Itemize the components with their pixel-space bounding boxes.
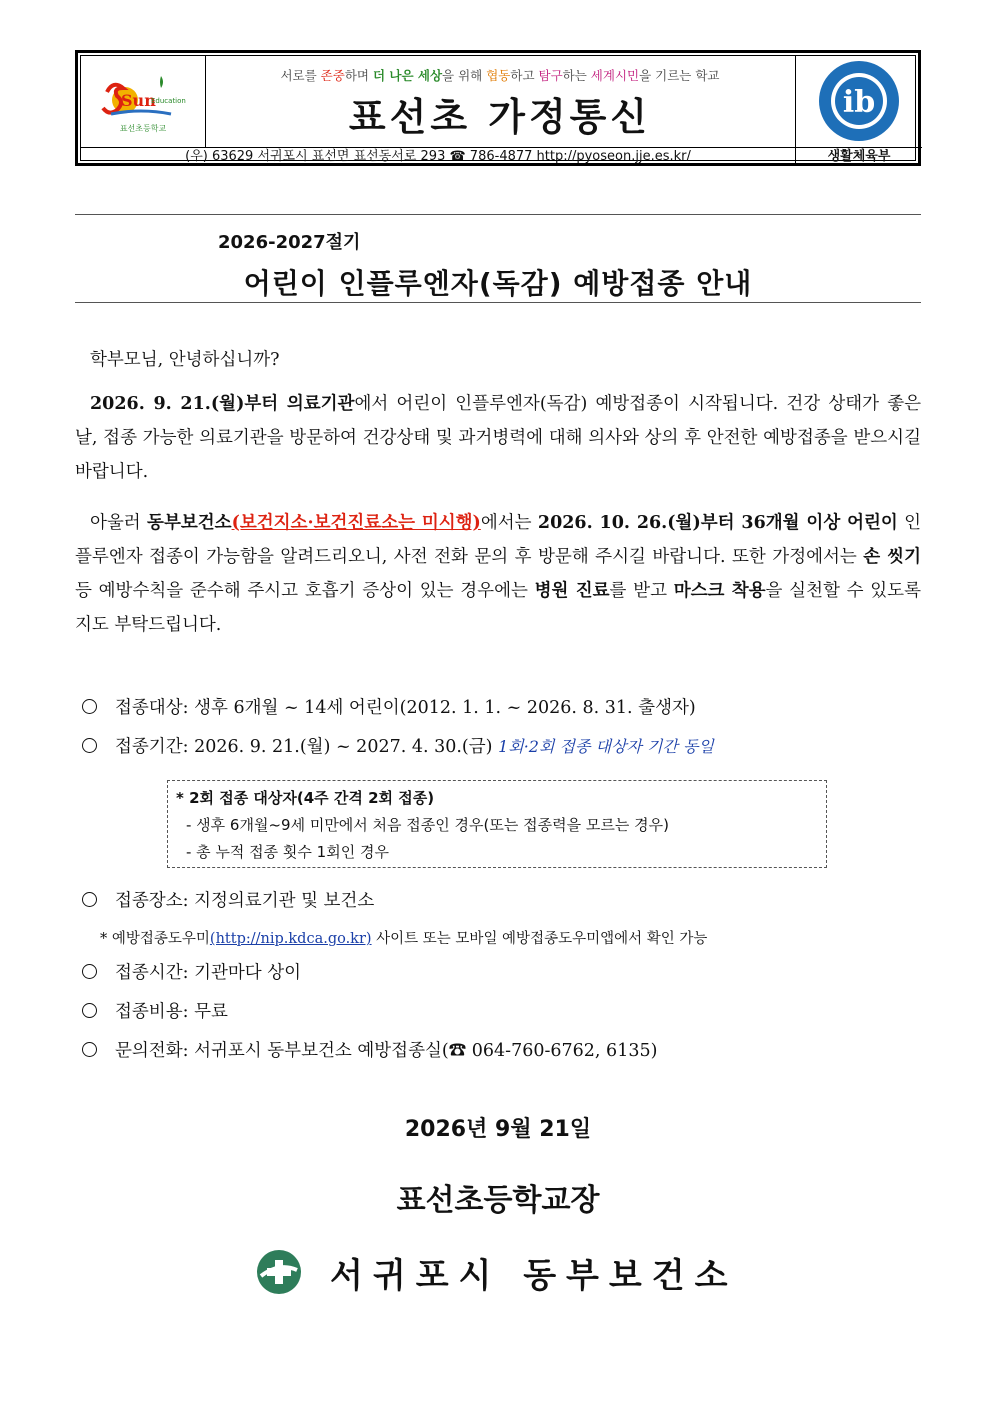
item-cost: 접종비용: 무료 — [82, 999, 228, 1025]
paragraph-1: 2026. 9. 21.(월)부터 의료기관에서 어린이 인플루엔자(독감) 예방접종이 시작됩니다. 건강 상태가 좋은 날, 접종 가능한 의료기관을 방문하여 건강상태 및 과거병력에 대해 의사와 상의 후 안전한 예방접종을 받으시길 바랍니다. — [75, 394, 922, 482]
box-line-2: - 총 누적 접종 횟수 1회인 경우 — [186, 843, 389, 861]
circle-bullet-icon — [82, 892, 97, 907]
principal-signature: 표선초등학교장 — [396, 1183, 600, 1218]
item-period: 접종기간: 2026. 9. 21.(월) ~ 2027. 4. 30.(금) 1회·2회 접종 대상자 기간 동일 — [82, 734, 714, 760]
circle-bullet-icon — [82, 964, 97, 979]
newsletter-title: 표선초 가정통신 — [348, 95, 652, 139]
paragraph-2: 아울러 동부보건소(보건지소·보건진료소는 미시행)에서는 2026. 10. 26.(월)부터 36개월 이상 어린이 인플루엔자 접종이 가능함을 알려드리오니, 사전 전화 문의 후 방문해 주시길 바랍니다. 또한 가정에서는 손 씻기 등 예방수칙을 준수해 주시고 호흡기 증상이 있는 경우에는 병원 진료를 받고 마스크 착용을 실천할 수 있도록 지도 부탁드립니다. — [75, 513, 922, 635]
circle-bullet-icon — [82, 1003, 97, 1018]
divider-top — [75, 214, 921, 215]
svg-text:표선초등학교: 표선초등학교 — [119, 124, 167, 133]
school-logo — [81, 56, 206, 147]
second-dose-box — [167, 780, 827, 868]
issue-date: 2026년 9월 21일 — [404, 1117, 592, 1142]
logo-sun-text: Sun — [121, 91, 156, 110]
circle-bullet-icon — [82, 738, 97, 753]
circle-bullet-icon — [82, 1042, 97, 1057]
divider-bottom — [75, 302, 921, 303]
item-place: 접종장소: 지정의료기관 및 보건소 — [82, 888, 374, 914]
health-center-name: 서귀포시 동부보건소 — [330, 1256, 738, 1296]
item-phone: 문의전화: 서귀포시 동부보건소 예방접종실(☎ 064-760-6762, 6135) — [82, 1038, 657, 1064]
item-time: 접종시간: 기관마다 상이 — [82, 960, 301, 986]
box-title: * 2회 접종 대상자(4주 간격 2회 접종) — [176, 789, 435, 807]
notice-title: 어린이 인플루엔자(독감) 예방접종 안내 — [243, 267, 753, 300]
site-note: * 예방접종도우미(http://nip.kdca.go.kr) 사이트 또는 모바일 예방접종도우미앱에서 확인 가능 — [100, 931, 708, 947]
ib-text: ib — [842, 85, 876, 120]
svg-text:Education: Education — [151, 97, 186, 105]
circle-bullet-icon — [82, 699, 97, 714]
greeting: 학부모님, 안녕하십니까? — [90, 350, 280, 370]
ib-logo — [795, 56, 922, 147]
school-motto: 서로를 존중하며 더 나은 세상을 위해 협동하고 탐구하는 세계시민을 기르는 학교 — [280, 68, 720, 83]
period-note: 1회·2회 접종 대상자 기간 동일 — [498, 737, 714, 756]
department-label: 생활체육부 — [795, 147, 922, 166]
item-target: 접종대상: 생후 6개월 ~ 14세 어린이(2012. 1. 1. ~ 2026. 8. 31. 출생자) — [82, 695, 696, 721]
nip-link[interactable]: (http://nip.kdca.go.kr) — [209, 931, 372, 947]
health-center-logo-icon — [255, 1248, 303, 1300]
school-address: (우) 63629 서귀포시 표선면 표선동서로 293 ☎ 786-4877 http://pyoseon.jje.es.kr/ — [81, 147, 795, 166]
season-label: 2026-2027절기 — [218, 232, 361, 253]
box-line-1: - 생후 6개월~9세 미만에서 처음 접종인 경우(또는 접종력을 모르는 경우) — [186, 816, 669, 834]
letterhead — [75, 50, 921, 166]
